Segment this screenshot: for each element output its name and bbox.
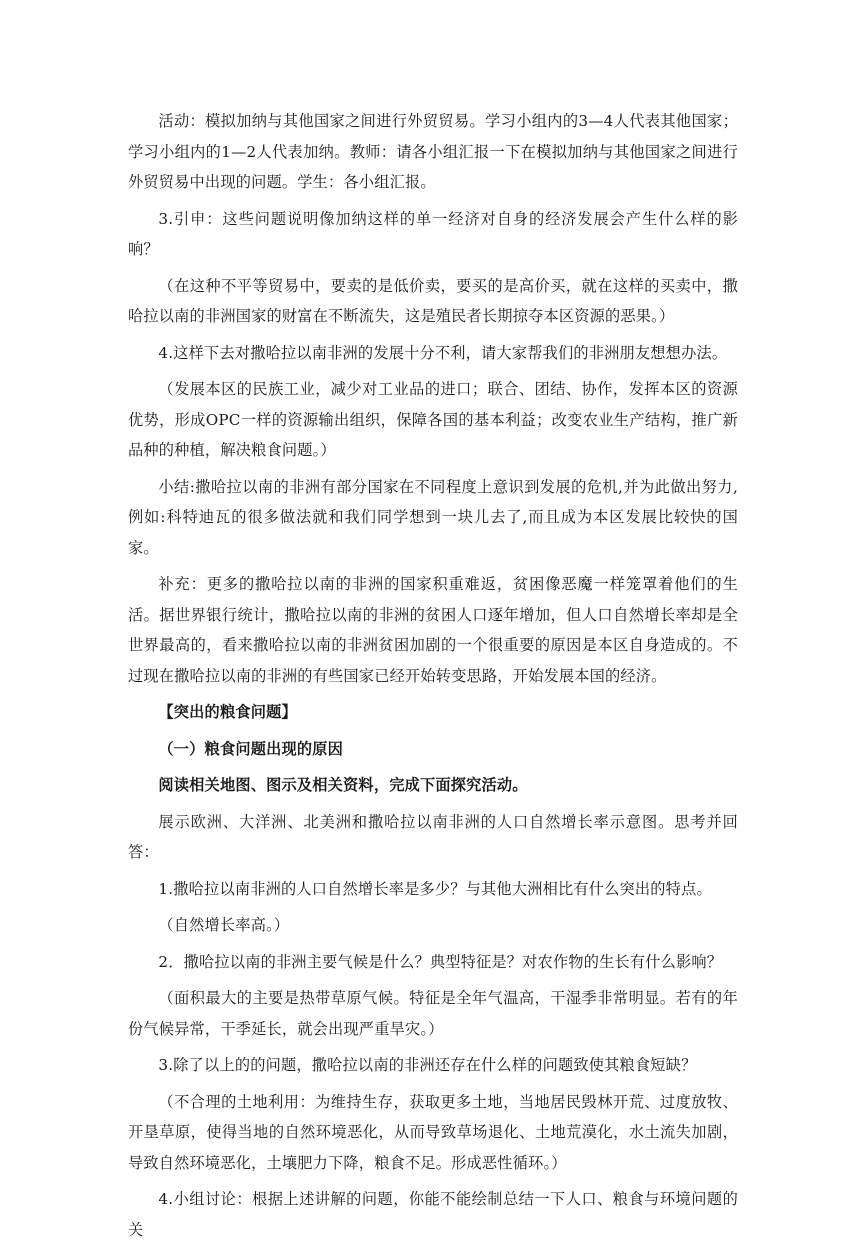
paragraph-q4: 4.小组讨论：根据上述讲解的问题，你能不能绘制总结一下人口、粮食与环境问题的关: [128, 1190, 738, 1239]
paragraph-summary: 小结:撒哈拉以南的非洲有部分国家在不同程度上意识到发展的危机,并为此做出努力,例如:科特迪瓦的很多做法就和我们同学想到一块儿去了,而且成为本区发展比较快的国家。: [128, 477, 738, 557]
paragraph-a3: （不合理的土地利用：为维持生存，获取更多土地，当地居民毁林开荒、过度放牧、开垦草原，使得当地的自然环境恶化，从而导致草场退化、土地荒漠化，水土流失加剧，导致自然环境恶化，土壤肥力下降，粮食不足。形成恶性循环。）: [128, 1092, 738, 1172]
paragraph-question-3: 3.引申：这些问题说明像加纳这样的单一经济对自身的经济发展会产生什么样的影响？: [128, 209, 738, 258]
paragraph-q3: 3.除了以上的的问题，撒哈拉以南的非洲还存在什么样的问题致使其粮食短缺？: [158, 1056, 697, 1074]
paragraph-supplement: 补充：更多的撒哈拉以南的非洲的国家积重难返，贫困像恶魔一样笼罩着他们的生活。据世界银行统计，撒哈拉以南的非洲的贫困人口逐年增加，但人口自然增长率却是全世界最高的，看来撒哈拉以南的非洲贫困加剧的一个很重要的原因是本区自身造成的。不过现在撒哈拉以南的非洲的有些国家已经开始转变思路，开始发展本国的经济。: [128, 575, 738, 685]
instruction-heading: 阅读相关地图、图示及相关资料，完成下面探究活动。: [158, 776, 528, 794]
paragraph-activity: 活动：模拟加纳与其他国家之间进行外贸贸易。学习小组内的3—4人代表其他国家；学习小组内的1—2人代表加纳。教师：请各小组汇报一下在模拟加纳与其他国家之间进行外贸贸易中出现的问题。学生：各小组汇报。: [128, 112, 738, 191]
section-heading: 【突出的粮食问题】: [158, 703, 297, 721]
paragraph-a1: （自然增长率高。）: [158, 916, 290, 934]
paragraph-q1: 1.撒哈拉以南非洲的人口自然增长率是多少？与其他大洲相比有什么突出的特点。: [158, 879, 712, 898]
subsection-heading: （一）粮食问题出现的原因: [158, 739, 344, 758]
paragraph-display: 展示欧洲、大洋洲、北美洲和撒哈拉以南非洲的人口自然增长率示意图。思考并回答：: [128, 812, 738, 861]
paragraph-question-4: 4.这样下去对撒哈拉以南非洲的发展十分不利，请大家帮我们的非洲朋友想想办法。: [158, 343, 728, 362]
paragraph-answer-3: （在这种不平等贸易中，要卖的是低价卖，要买的是高价买，就在这样的买卖中，撒哈拉以南的非洲国家的财富在不断流失，这是殖民者长期掠夺本区资源的恶果。）: [128, 276, 738, 325]
paragraph-answer-4: （发展本区的民族工业，减少对工业品的进口；联合、团结、协作，发挥本区的资源优势，形成OPC一样的资源输出组织，保障各国的基本利益；改变农业生产结构，推广新品种的种植，解决粮食问题。）: [128, 380, 738, 459]
paragraph-a2: （面积最大的主要是热带草原气候。特征是全年气温高，干湿季非常明显。若有的年份气候异常，干季延长，就会出现严重旱灾。）: [128, 989, 738, 1038]
paragraph-q2: 2．撒哈拉以南的非洲主要气候是什么？典型特征是？对农作物的生长有什么影响？: [158, 952, 723, 971]
